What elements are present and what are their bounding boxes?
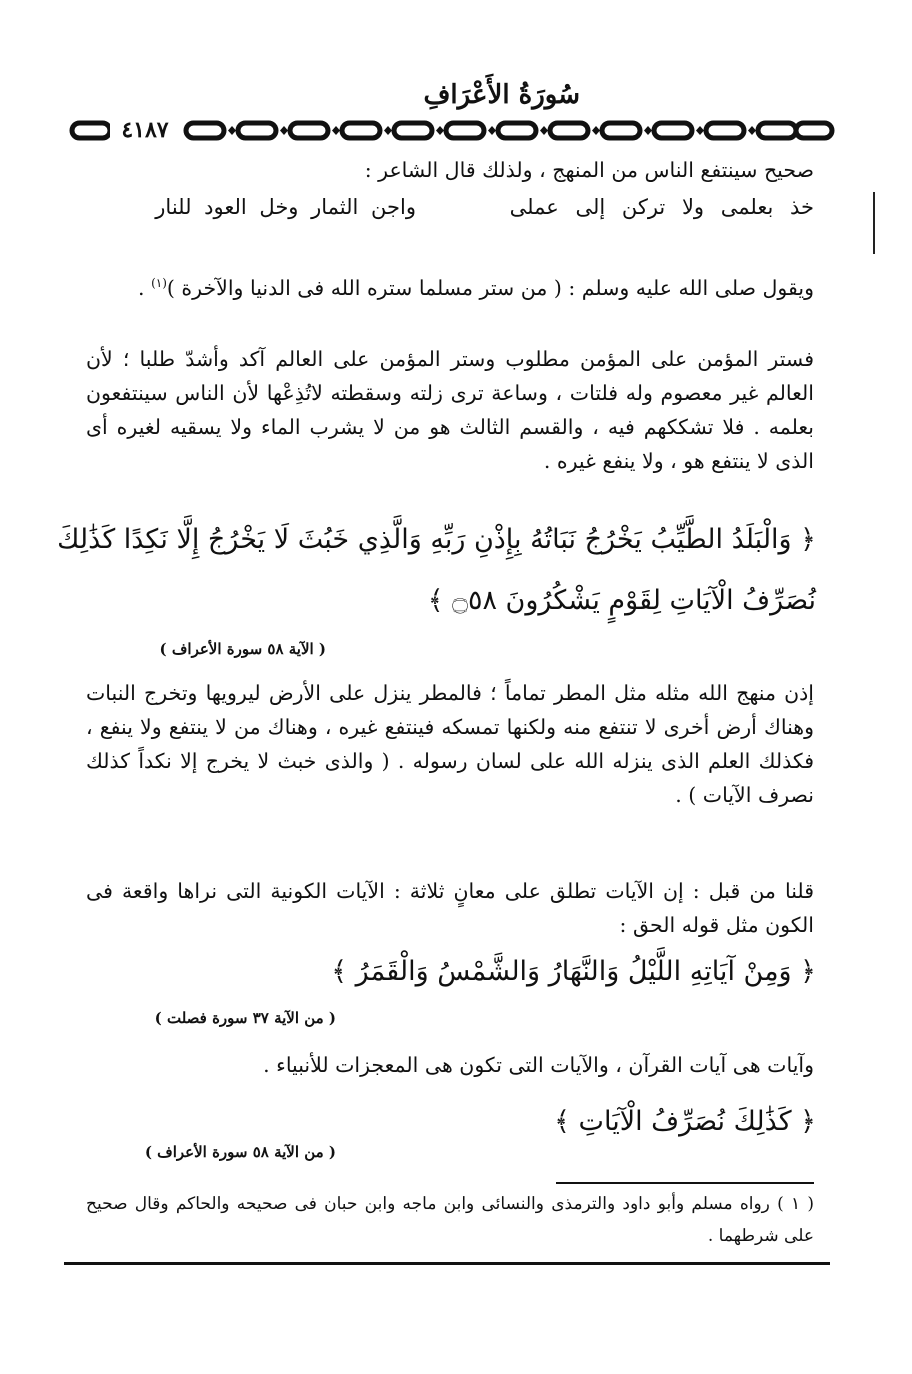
quran-verse-1-line1: ﴿ وَالْبَلَدُ الطَّيِّبُ يَخْرُجُ نَبَاتُهُ بِإِذْنِ رَبِّهِ وَالَّذِي خَبُثَ لَا يَخْرُجُ إِلَّا نَكِدًا كَذَٰلِكَ <box>57 524 816 555</box>
hadith-line <box>86 266 814 305</box>
verse-reference-3: ( من الآية ٥٨ سورة الأعراف ) <box>144 1143 336 1161</box>
paragraph-2: إذن منهج الله مثله مثل المطر تماماً ؛ فالمطر ينزل على الأرض ليرويها وتخرج النبات وهناك أرض أخرى لا تنتفع منه ولكنها تمسكه فينتفع غيره ، وهناك من لا ينتفع ولا ينفع ، فكذلك العلم الذى ينزله الله على لسان رسوله . ( والذى خبث لا يخرج إلا نكداً كذلك نصرف الآيات ) . <box>86 681 814 807</box>
footnote: ( ١ ) رواه مسلم وأبو داود والترمذى والنسائى وابن ماجه وابن حبان فى صحيحه والحاكم وقال صحيح على شرطهما . <box>86 1194 814 1246</box>
hadith-text: ويقول صلى الله عليه وسلم : ( من ستر مسلما ستره الله فى الدنيا والآخرة ) <box>166 275 814 300</box>
footnote-marker: (١) <box>151 276 167 290</box>
quran-verse-2: ﴿ وَمِنْ آيَاتِهِ اللَّيْلُ وَالنَّهَارُ وَالشَّمْسُ وَالْقَمَرُ ﴾ <box>331 956 816 987</box>
poetry-hemistich-right: خذ بعلمى ولا تركن إلى عملى <box>509 195 814 219</box>
bottom-rule <box>64 1262 830 1265</box>
paragraph-3: قلنا من قبل : إن الآيات تطلق على معانٍ ثلاثة : الآيات الكونية التى نراها واقعة فى الكون مثل قوله الحق : <box>86 879 814 937</box>
verse-reference-2: ( من الآية ٣٧ سورة فصلت ) <box>154 1009 336 1027</box>
hadith-end: . <box>138 275 152 300</box>
footnote-separator <box>556 1182 814 1184</box>
margin-mark <box>873 192 875 254</box>
chain-border-ornament <box>68 118 838 144</box>
page-number: ٤١٨٧ <box>110 116 180 144</box>
ayat-line: وآيات هى آيات القرآن ، والآيات التى تكون هى المعجزات للأنبياء . <box>263 1053 814 1077</box>
paragraph-1: فستر المؤمن على المؤمن مطلوب وستر المؤمن على العالم آكد وأشدّ طلبا ؛ لأن العالم غير معصوم وله فلتات ، وساعة ترى زلته وسقطته لاتُذِعْها لأن الناس سينتفعون بعلمه . فلا تشككهم فيه ، والقسم الثالث هو من لا يشرب الماء ولا يسقيه لغيره أى الذى لا ينتفع هو ، ولا ينفع غيره . <box>86 347 814 473</box>
poetry-hemistich-left: واجن الثمار وخل العود للنار <box>155 195 416 219</box>
verse-reference-1: ( الآية ٥٨ سورة الأعراف ) <box>159 640 326 658</box>
surah-title: سُورَةُ الأَعْرَافِ <box>423 80 580 110</box>
intro-line: صحيح سينتفع الناس من المنهج ، ولذلك قال الشاعر : <box>364 158 814 182</box>
quran-verse-3: ﴿ كَذَٰلِكَ نُصَرِّفُ الْآيَاتِ ﴾ <box>554 1106 816 1137</box>
quran-verse-1-line2: نُصَرِّفُ الْآيَاتِ لِقَوْمٍ يَشْكُرُونَ ۝٥٨ ﴾ <box>427 585 816 616</box>
